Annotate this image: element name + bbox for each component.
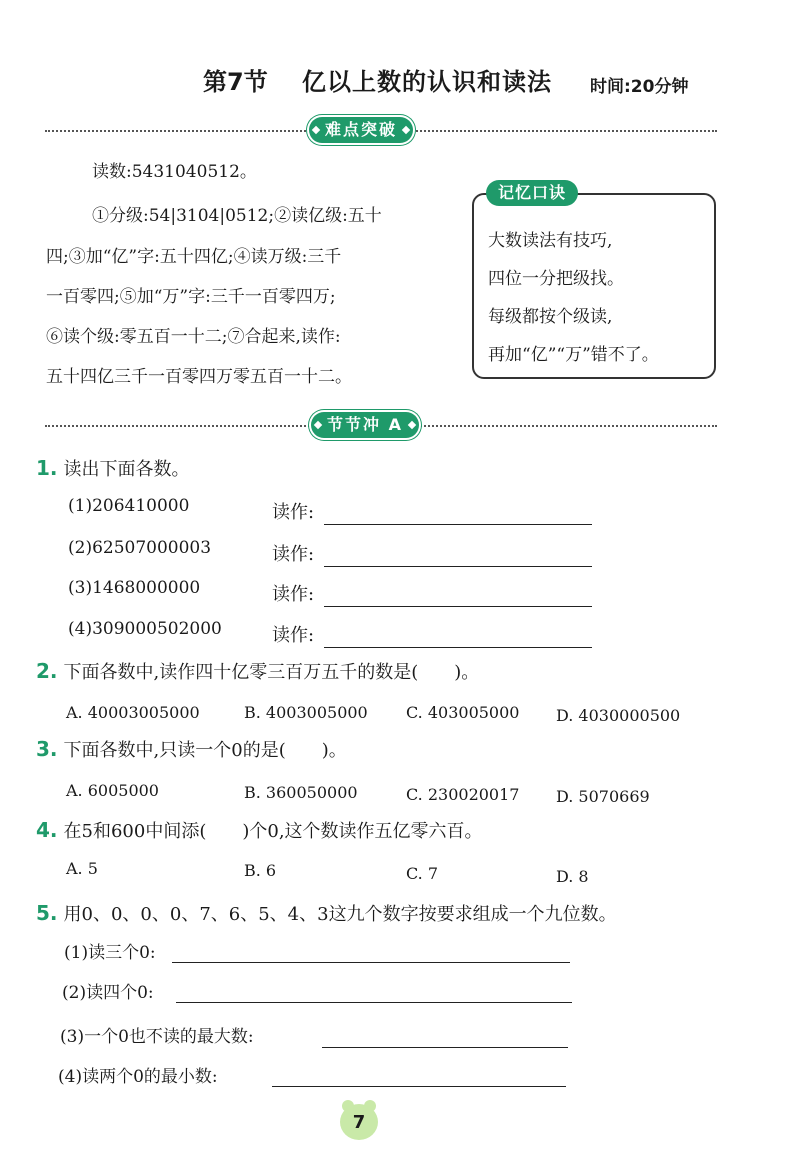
q5-item-1: (1)读三个0:: [64, 943, 156, 963]
q4-option-c[interactable]: C. 7: [406, 864, 439, 883]
difficulty-line-6: 五十四亿三千一百零四万零五百一十二。: [46, 367, 352, 387]
practice-divider: [45, 412, 717, 440]
q1-item-2: (2)62507000003: [68, 538, 212, 558]
memory-tip-line-1: 大数读法有技巧,: [488, 231, 613, 251]
question-3-text: 下面各数中,只读一个0的是( )。: [63, 740, 347, 761]
q5-item-4: (4)读两个0的最小数:: [58, 1067, 218, 1087]
q1-read-label-4: 读作:: [272, 625, 315, 646]
q4-option-a[interactable]: A. 5: [66, 859, 98, 878]
difficulty-line-4: 一百零四;⑤加“万”字:三千一百零四万;: [46, 287, 336, 307]
difficulty-divider: [45, 117, 717, 145]
practice-banner: 节节冲 A: [311, 412, 419, 438]
memory-tip-label: 记忆口诀: [486, 180, 578, 206]
q2-option-a[interactable]: A. 40003005000: [66, 703, 200, 722]
memory-tip-line-4: 再加“亿”“万”错不了。: [488, 345, 659, 365]
difficulty-line-3: 四;③加“亿”字:五十四亿;④读万级:三千: [46, 247, 342, 267]
question-3: [36, 736, 347, 762]
q5-answer-line-4[interactable]: [272, 1086, 566, 1087]
q3-option-c[interactable]: C. 230020017: [406, 785, 520, 804]
question-5: [36, 900, 617, 926]
question-3-number: 3.: [36, 737, 58, 761]
q1-item-1: (1)206410000: [68, 496, 190, 516]
question-4: [36, 817, 483, 843]
q5-answer-line-2[interactable]: [176, 1002, 572, 1003]
q1-read-label-3: 读作:: [272, 584, 315, 605]
q2-option-d[interactable]: D. 4030000500: [556, 706, 681, 725]
q5-item-3: (3)一个0也不读的最大数:: [60, 1027, 254, 1047]
q1-answer-line-1[interactable]: [324, 524, 592, 525]
question-4-number: 4.: [36, 818, 58, 842]
q1-answer-line-4[interactable]: [324, 647, 592, 648]
q4-option-d[interactable]: D. 8: [556, 867, 589, 886]
q1-answer-line-2[interactable]: [324, 566, 592, 567]
q1-read-label-2: 读作:: [272, 544, 315, 565]
q1-item-4: (4)309000502000: [68, 619, 222, 639]
section-number: 第7节: [203, 68, 268, 96]
q3-option-a[interactable]: A. 6005000: [66, 781, 159, 800]
question-2: [36, 658, 479, 684]
q4-option-b[interactable]: B. 6: [244, 861, 277, 880]
q2-option-c[interactable]: C. 403005000: [406, 703, 520, 722]
q1-item-3: (3)1468000000: [68, 578, 201, 598]
question-2-text: 下面各数中,读作四十亿零三百万五千的数是( )。: [63, 662, 480, 683]
q5-answer-line-1[interactable]: [172, 962, 570, 963]
question-5-text: 用0、0、0、0、7、6、5、4、3这九个数字按要求组成一个九位数。: [63, 904, 617, 925]
question-5-number: 5.: [36, 901, 58, 925]
question-1: [36, 455, 190, 481]
page-header: [0, 62, 800, 102]
difficulty-line-1: 读数:5431040512。: [92, 162, 257, 182]
difficulty-line-5: ⑥读个级:零五百一十二;⑦合起来,读作:: [46, 327, 341, 347]
question-2-number: 2.: [36, 659, 58, 683]
difficulty-banner: 难点突破: [309, 117, 413, 143]
section-title: 亿以上数的认识和读法: [302, 68, 552, 96]
question-4-text: 在5和600中间添( )个0,这个数读作五亿零六百。: [63, 821, 483, 842]
memory-tip-line-2: 四位一分把级找。: [488, 269, 624, 289]
q3-option-b[interactable]: B. 360050000: [244, 783, 358, 802]
question-1-number: 1.: [36, 456, 58, 480]
q3-option-d[interactable]: D. 5070669: [556, 787, 650, 806]
memory-tip-line-3: 每级都按个级读,: [488, 307, 613, 327]
q2-option-b[interactable]: B. 4003005000: [244, 703, 368, 722]
difficulty-line-2: ①分级:54|3104|0512;②读亿级:五十: [92, 206, 382, 226]
question-1-text: 读出下面各数。: [63, 459, 190, 480]
q1-answer-line-3[interactable]: [324, 606, 592, 607]
q5-item-2: (2)读四个0:: [62, 983, 154, 1003]
q5-answer-line-3[interactable]: [322, 1047, 568, 1048]
page-number-badge: 7: [340, 1104, 378, 1140]
q1-read-label-1: 读作:: [272, 502, 315, 523]
time-limit: 时间:20分钟: [590, 77, 689, 97]
